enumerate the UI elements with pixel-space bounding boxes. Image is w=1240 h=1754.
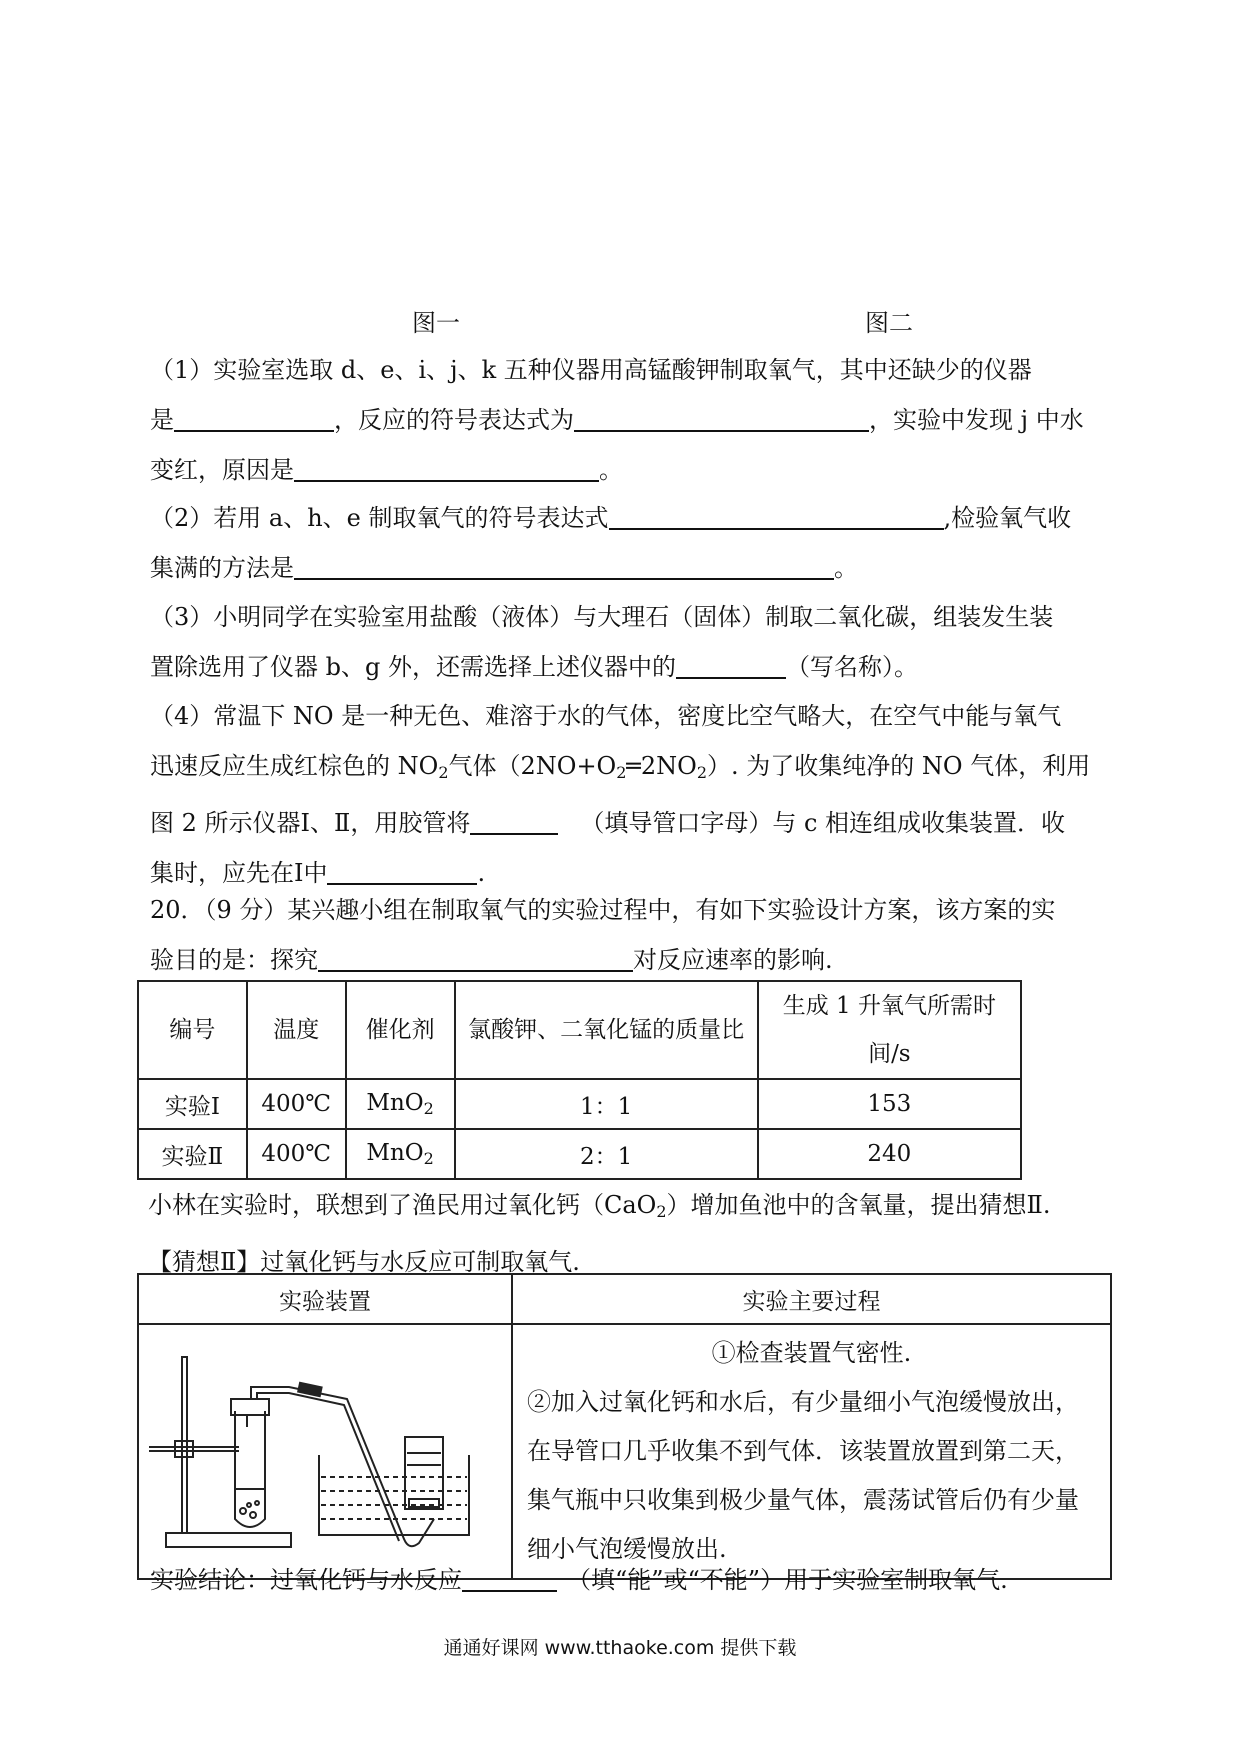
answer-blank[interactable] — [294, 548, 834, 580]
apparatus-table — [137, 1273, 1112, 1580]
answer-blank[interactable] — [676, 647, 786, 679]
rubber-tube — [298, 1383, 321, 1396]
conclusion: 实验结论：过氧化钙与水反应 （填“能”或“不能”）用于实验室制取氧气. — [150, 1555, 1100, 1605]
table-header: 实验主要过程 — [512, 1274, 1111, 1324]
table-header-row — [138, 981, 1021, 1079]
stand-rod — [182, 1357, 187, 1533]
experiment-table — [137, 980, 1022, 1180]
step-2: ②加入过氧化钙和水后，有少量细小气泡缓慢放出，在导管口几乎收集不到气体．该装置放置到第二天，集气瓶中只收集到极少量气体，震荡试管后仍有少量细小气泡缓慢放出. — [527, 1388, 1079, 1563]
answer-blank[interactable] — [294, 450, 599, 482]
question-1: （1）实验室选取 d、e、i、j、k 五种仪器用高锰酸钾制取氧气，其中还缺少的仪器 是 ，反应的符号表达式为 ，实验中发现 j 中水 变红，原因是 。 — [150, 356, 1084, 484]
apparatus-diagram — [139, 1329, 499, 1574]
table-header: 催化剂 — [346, 981, 455, 1079]
procedure-cell — [512, 1324, 1111, 1579]
answer-blank[interactable] — [609, 498, 944, 530]
answer-blank[interactable] — [327, 853, 477, 885]
table-row: 实验Ⅰ 400℃ MnO$_2$ 1：1 153 — [138, 1079, 1021, 1129]
question-20: 20．（9 分）某兴趣小组在制取氧气的实验过程中，有如下实验设计方案，该方案的实 验目的是：探究 对反应速率的影响. — [150, 896, 1056, 974]
water-trough — [319, 1455, 469, 1535]
table-header: 实验装置 — [138, 1274, 512, 1324]
figure-1-label: 图一 — [412, 309, 460, 337]
table-row: 实验Ⅱ 400℃ MnO$_2$ 2：1 240 — [138, 1129, 1021, 1179]
table-header: 氯酸钾、二氧化锰的质量比 — [455, 981, 758, 1079]
question-2: （2）若用 a、h、e 制取氧气的符号表达式 ,检验氧气收 集满的方法是 。 — [150, 493, 1100, 593]
figure-2-label: 图二 — [865, 309, 913, 337]
table-header: 生成 1 升氧气所需时间/s — [758, 981, 1021, 1079]
answer-blank[interactable] — [470, 803, 558, 835]
hypothesis-text: 小林在实验时，联想到了渔民用过氧化钙（CaO$_2$）增加鱼池中的含氧量，提出猜想Ⅱ. 【猜想Ⅱ】过氧化钙与水反应可制取氧气. — [148, 1191, 1051, 1276]
apparatus-diagram-cell — [138, 1324, 512, 1579]
table-header: 编号 — [138, 981, 247, 1079]
delivery-tube — [251, 1387, 434, 1546]
stand-base — [166, 1533, 291, 1547]
answer-blank[interactable] — [462, 1560, 557, 1592]
question-4: （4）常温下 NO 是一种无色、难溶于水的气体，密度比空气略大，在空气中能与氧气 迅速反应生成红棕色的 $NO_2$气体$(2NO+O_2═2NO_2)$. 为了收集纯净的 NO 气体，利用 图 2 所示仪器Ⅰ、Ⅱ，用胶管将 （填导管口字母）与 c 相连组成收集装置．收 集时，应先在Ⅰ中 . — [150, 702, 1091, 887]
answer-blank[interactable] — [574, 400, 869, 432]
step-1: ①检查装置气密性. — [711, 1339, 912, 1367]
answer-blank[interactable] — [318, 940, 633, 972]
question-3: （3）小明同学在实验室用盐酸（液体）与大理石（固体）制取二氧化碳，组装发生装 置除选用了仪器 b、g 外，还需选择上述仪器中的 （写名称）。 — [150, 603, 1054, 681]
table-header: 温度 — [247, 981, 346, 1079]
footer: 通通好课网 www.tthaoke.com 提供下载 — [443, 1637, 797, 1659]
answer-blank[interactable] — [174, 400, 334, 432]
table-row — [138, 1324, 1111, 1579]
stopper — [231, 1399, 269, 1415]
table-header-row — [138, 1274, 1111, 1324]
